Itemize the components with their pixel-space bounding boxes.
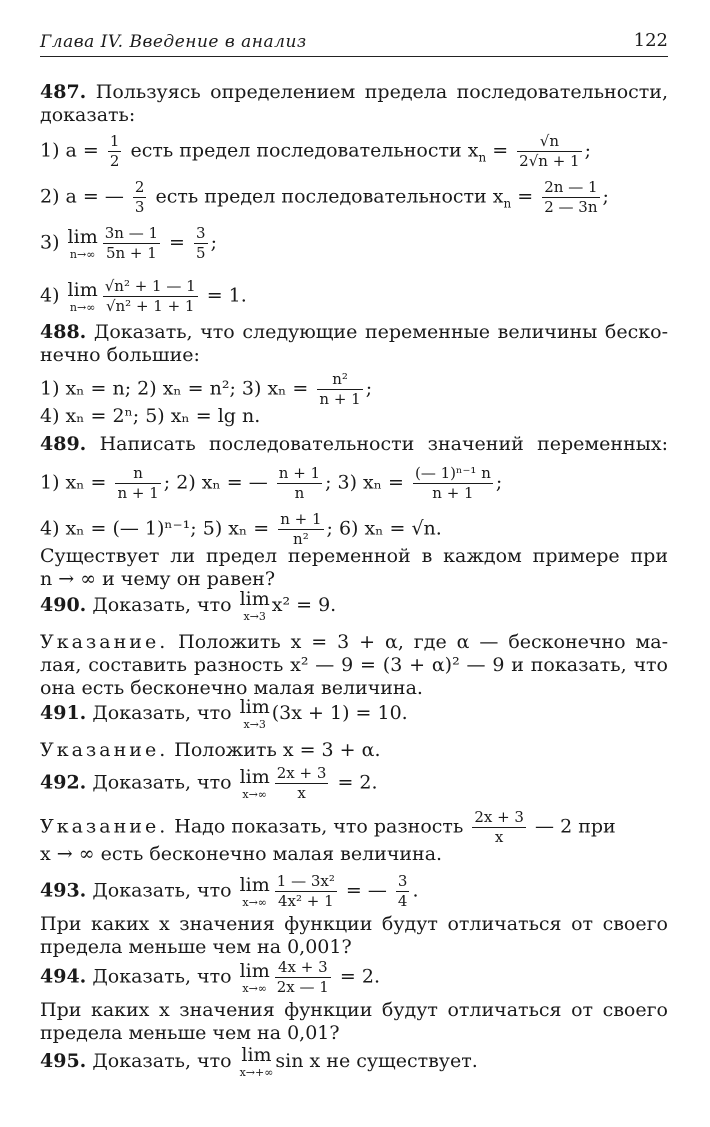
- problem-494-question: При каких x значения функции будут отличаться от своего: [40, 999, 668, 1021]
- problem-488-row-2: 4) xₙ = 2ⁿ; 5) xₙ = lg n.: [40, 405, 261, 427]
- page-number: 122: [633, 30, 668, 51]
- problem-489-question-cont: n → ∞ и чему он равен?: [40, 568, 276, 590]
- problem-492-hint-cont: x → ∞ есть бесконечно малая величина.: [40, 843, 443, 865]
- problem-489-row-1: 1) xₙ = $\frac{n}{n + 1}$ ; 2) xₙ = — $\frac{n + 1}{n}$ ; 3) xₙ = $\frac{\text{(— 1)ⁿ⁻¹ n}}{n + 1}$ ;: [40, 464, 503, 502]
- problem-492-hint: Указание. Надо показать, что разность $\frac{2x + 3}{x}$ — 2 при: [40, 808, 616, 846]
- chapter-title: Глава IV. Введение в анализ: [40, 32, 307, 52]
- problem-494: 494. Доказать, что lim x→∞ $\frac{4x + 3}{2x — 1}$ = 2.: [40, 958, 380, 996]
- problem-495: 495. Доказать, что lim x→+∞ sin x не существует.: [40, 1044, 478, 1079]
- problem-487-item-1: 1) a = $\frac{1}{2}$ есть предел последовательности $x_n$ = $\frac{√n}{2√n + 1}$ ;: [40, 132, 591, 170]
- problem-487-item-3: 3) lim n→∞ $\frac{3n — 1}{5n + 1}$ = $\frac{3}{5}$ ;: [40, 224, 217, 262]
- problem-491-hint: Указание. Положить x = 3 + α.: [40, 739, 381, 761]
- problem-493-question-cont: предела меньше чем на 0,001?: [40, 936, 352, 958]
- problem-490-hint: Указание. Положить x = 3 + α, где α — бесконечно ма-: [40, 631, 668, 653]
- problem-493-question: При каких x значения функции будут отличаться от своего: [40, 913, 668, 935]
- problem-489-intro: 489. Написать последовательности значений переменных:: [40, 433, 668, 455]
- problem-487-intro-cont: доказать:: [40, 104, 136, 126]
- problem-488-intro-cont: нечно большие:: [40, 344, 200, 366]
- problem-490-hint-cont-1: лая, составить разность x² — 9 = (3 + α)² — 9 и показать, что: [40, 654, 668, 676]
- problem-493: 493. Доказать, что lim x→∞ $\frac{\text{1 — 3x²}}{\text{4x² + 1}}$ = — $\frac{3}{4}$ .: [40, 872, 419, 910]
- problem-490: 490. Доказать, что lim x→3 x² = 9.: [40, 588, 337, 623]
- problem-487-intro: 487. Пользуясь определением предела последовательности,: [40, 81, 668, 103]
- problem-494-question-cont: предела меньше чем на 0,01?: [40, 1022, 340, 1044]
- problem-492: 492. Доказать, что lim x→∞ $\frac{2x + 3}{x}$ = 2.: [40, 764, 378, 802]
- page-header: [40, 30, 668, 57]
- problem-489-question: Существует ли предел переменной в каждом примере при: [40, 545, 668, 567]
- problem-490-hint-cont-2: она есть бесконечно малая величина.: [40, 677, 423, 699]
- problem-487-item-4: 4) lim n→∞ $\frac{\text{√n² + 1 — 1}}{\text{√n² + 1 + 1}}$ = 1.: [40, 277, 247, 315]
- problem-488-row-1: 1) xₙ = n; 2) xₙ = n²; 3) xₙ = $\frac{\text{n²}}{n + 1}$ ;: [40, 370, 373, 408]
- problem-489-row-2: 4) xₙ = (— 1)ⁿ⁻¹; 5) xₙ = $\frac{n + 1}{\text{n²}}$ ; 6) xₙ = √n.: [40, 510, 442, 548]
- problem-491: 491. Доказать, что lim x→3 (3x + 1) = 10.: [40, 696, 408, 731]
- problem-488-intro: 488. Доказать, что следующие переменные величины беско-: [40, 321, 668, 343]
- problem-487-item-2: 2) a = — $\frac{2}{3}$ есть предел последовательности $x_n$ = $\frac{2n — 1}{2 — 3n}$ ;: [40, 178, 609, 216]
